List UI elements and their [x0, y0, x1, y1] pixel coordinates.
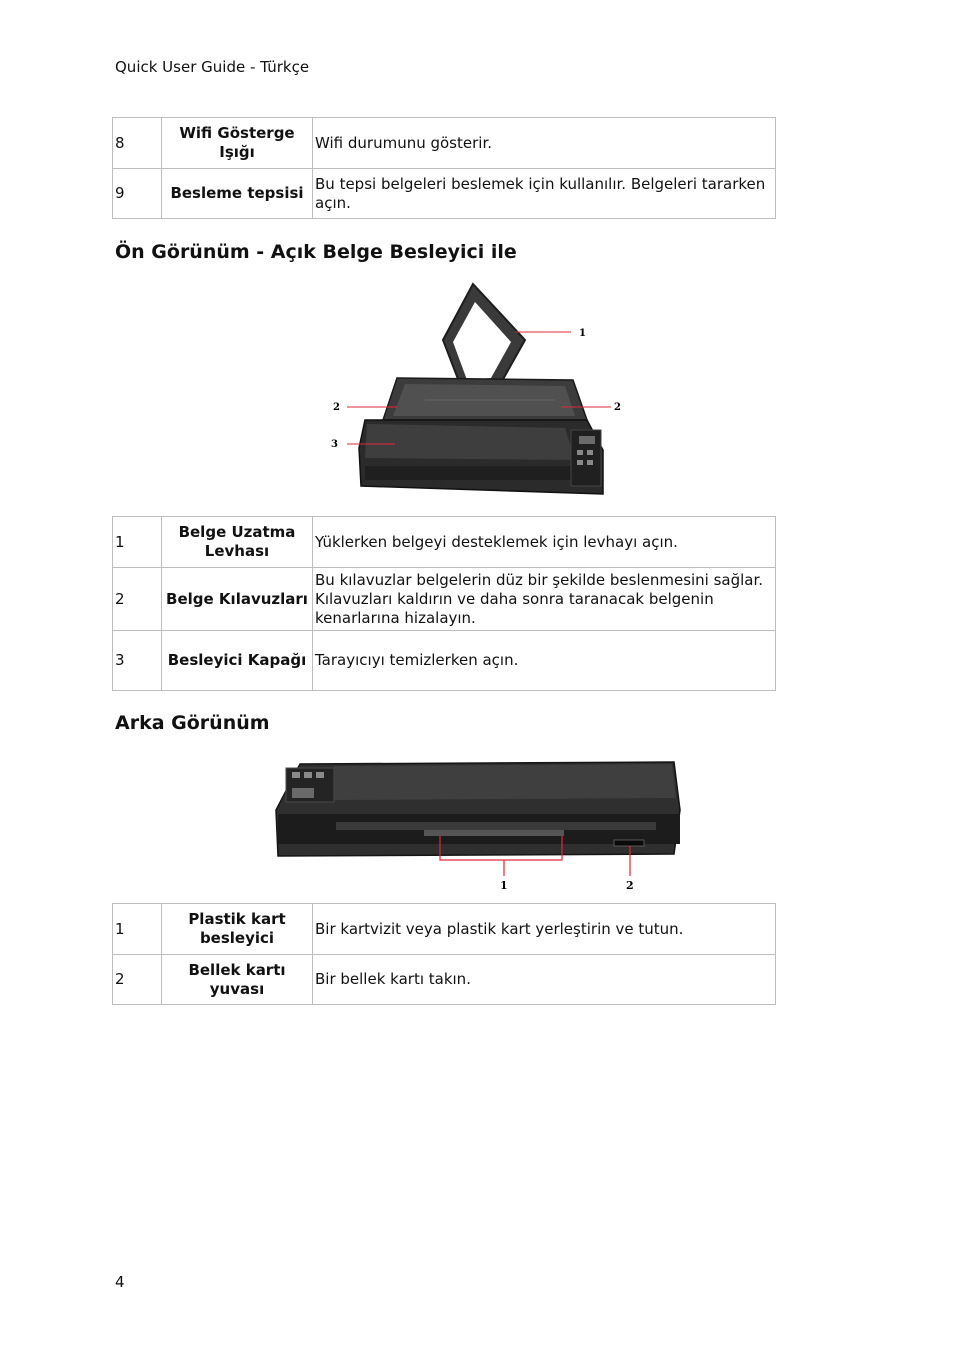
row-name: Plastik kart besleyici — [162, 904, 313, 955]
callout-number: 2 — [333, 402, 340, 413]
table-row — [113, 169, 776, 219]
row-number: 9 — [113, 169, 162, 219]
row-description: Tarayıcıyı temizlerken açın. — [313, 631, 776, 691]
row-name: Belge Uzatma Levhası — [162, 517, 313, 568]
row-description: Bu tepsi belgeleri beslemek için kullanılır. Belgeleri tararken açın. — [313, 169, 776, 219]
row-description: Yüklerken belgeyi desteklemek için levhayı açın. — [313, 517, 776, 568]
row-name: Besleme tepsisi — [162, 169, 313, 219]
table-row — [113, 631, 776, 691]
row-number: 1 — [113, 904, 162, 955]
row-number: 8 — [113, 118, 162, 169]
row-number: 1 — [113, 517, 162, 568]
table-row — [113, 118, 776, 169]
spec-table-rear — [112, 903, 776, 1005]
page-header: Quick User Guide - Türkçe — [115, 58, 310, 76]
row-description: Bu kılavuzlar belgelerin düz bir şekilde beslenmesini sağlar. Kılavuzları kaldırın ve daha sonra taranacak belgenin kenarlarına hizalayın. — [313, 568, 776, 631]
table-row — [113, 517, 776, 568]
spec-table-front — [112, 516, 776, 691]
section-title-front-view: Ön Görünüm - Açık Belge Besleyici ile — [115, 241, 517, 263]
row-name: Belge Kılavuzları — [162, 568, 313, 631]
row-name: Bellek kartı yuvası — [162, 955, 313, 1005]
row-description: Wifi durumunu gösterir. — [313, 118, 776, 169]
row-number: 2 — [113, 568, 162, 631]
table-row — [113, 955, 776, 1005]
row-name: Besleyici Kapağı — [162, 631, 313, 691]
section-title-rear-view: Arka Görünüm — [115, 712, 270, 734]
row-description: Bir bellek kartı takın. — [313, 955, 776, 1005]
callout-number: 2 — [626, 879, 634, 892]
scanner-rear-view-image — [274, 758, 686, 898]
feeder-tray — [383, 378, 587, 420]
scanner-body — [276, 762, 680, 856]
callout-number: 3 — [331, 439, 338, 450]
row-number: 3 — [113, 631, 162, 691]
scanner-body — [359, 420, 603, 494]
scanner-front-view-image — [325, 280, 625, 510]
callout-number: 1 — [500, 879, 508, 892]
row-number: 2 — [113, 955, 162, 1005]
page-number: 4 — [115, 1273, 125, 1291]
table-row — [113, 904, 776, 955]
row-description: Bir kartvizit veya plastik kart yerleştirin ve tutun. — [313, 904, 776, 955]
spec-table-top — [112, 117, 776, 219]
callout-number: 1 — [579, 328, 586, 339]
row-name: Wifi Gösterge Işığı — [162, 118, 313, 169]
callout-number: 2 — [614, 402, 621, 413]
table-row — [113, 568, 776, 631]
